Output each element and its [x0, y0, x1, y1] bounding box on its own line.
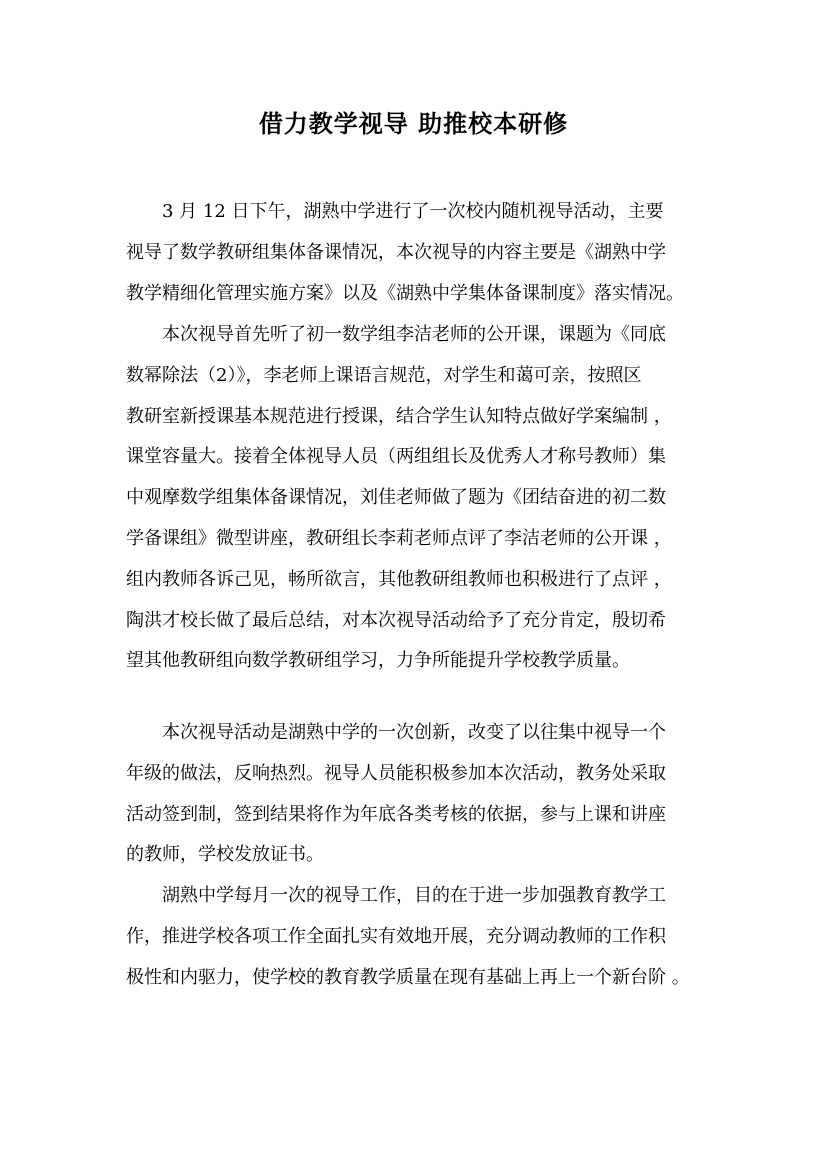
paragraph-line: 年级的做法，反响热烈。视导人员能积极参加本次活动，教务处采取: [126, 762, 666, 784]
paragraph-2: [126, 315, 701, 682]
paragraph-line: 数幂除法（2）》，李老师上课语言规范，对学生和蔼可亲，按照区: [126, 364, 642, 386]
paragraph-line: 学备课组》微型讲座，教研组长李莉老师点评了李洁老师的公开课 ，: [126, 527, 672, 549]
paragraph-line: 作，推进学校各项工作全面扎实有效地开展，充分调动教师的工作积: [126, 925, 666, 947]
paragraph-line: 极性和内驱力，使学校的教育教学质量在现有基础上再上一个新台阶 。: [126, 966, 690, 988]
paragraph-line: 3 月 12 日下午，湖熟中学进行了一次校内随机视导活动，主要: [162, 201, 664, 222]
paragraph-line: 教学精细化管理实施方案》以及《湖熟中学集体备课制度》落实情况。: [126, 282, 684, 304]
paragraph-line: 本次视导活动是湖熟中学的一次创新，改变了以往集中视导一个: [162, 722, 666, 743]
paragraph-1: [126, 192, 701, 314]
paragraph-4: [126, 876, 701, 998]
paragraph-3: [126, 713, 701, 876]
paragraph-line: 组内教师各诉己见，畅所欲言，其他教研组教师也积极进行了点评 ，: [126, 568, 672, 590]
paragraph-line: 望其他教研组向数学教研组学习，力争所能提升学校教学质量。: [126, 650, 630, 672]
paragraph-line: 课堂容量大。接着全体视导人员（两组组长及优秀人才称号教师）集: [126, 446, 666, 468]
paragraph-line: 的教师，学校发放证书。: [126, 844, 324, 866]
paragraph-line: 湖熟中学每月一次的视导工作，目的在于进一步加强教育教学工: [162, 885, 666, 906]
paragraph-line: 活动签到制，签到结果将作为年底各类考核的依据，参与上课和讲座: [126, 803, 666, 825]
paragraph-line: 陶洪才校长做了最后总结，对本次视导活动给予了充分肯定，殷切希: [126, 609, 666, 631]
paragraph-line: 视导了数学教研组集体备课情况，本次视导的内容主要是《湖熟中学: [126, 241, 666, 263]
paragraph-line: 本次视导首先听了初一数学组李洁老师的公开课，课题为《同底: [162, 324, 666, 345]
paragraph-line: 教研室新授课基本规范进行授课，结合学生认知特点做好学案编制 ，: [126, 405, 672, 427]
paragraph-line: 中观摩数学组集体备课情况，刘佳老师做了题为《团结奋进的初二数: [126, 487, 666, 509]
document-title: 借力教学视导 助推校本研修: [258, 109, 569, 138]
